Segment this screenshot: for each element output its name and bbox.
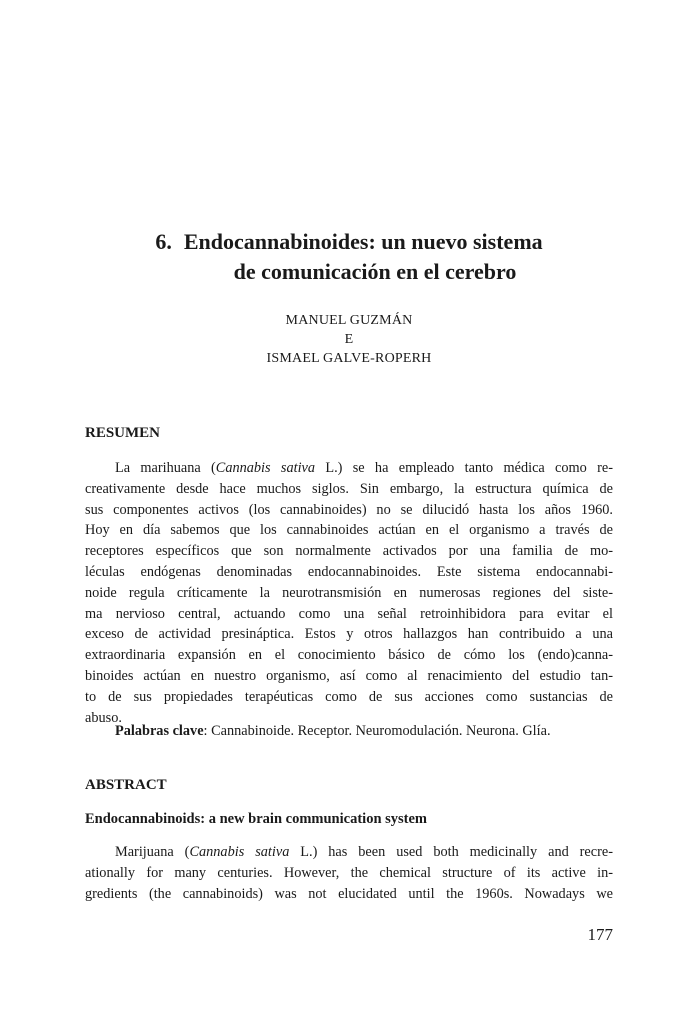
text-run: La marihuana ( (115, 460, 216, 476)
text-line: receptores específicos que son normalmente activados por una familia de mo- (85, 543, 613, 560)
text-line: binoides actúan en nuestro organismo, así como al renacimiento del estudio tan- (85, 667, 613, 684)
resumen-paragraph (85, 458, 613, 728)
text-line: to de sus propiedades terapéuticas como de sus acciones como sustancias de (85, 688, 613, 705)
text-line (85, 842, 613, 863)
chapter-title-text-1: Endocannabinoides: un nuevo sistema (183, 229, 543, 254)
chapter-title-line-1 (0, 227, 698, 257)
chapter-title-text-2: de comunicación en el cerebro (233, 259, 517, 284)
author-block (0, 311, 698, 368)
keywords-text: : Cannabinoide. Receptor. Neuromodulación. Neurona. Glía. (203, 723, 551, 739)
text-line: gredients (the cannabinoids) was not elucidated until the 1960s. Nowadays we (85, 885, 613, 902)
text-line: extraordinaria expansión en el conocimiento básico de cómo los (endo)canna- (85, 647, 613, 664)
text-line: exceso de actividad presináptica. Estos y otros hallazgos han contribuido a una (85, 626, 613, 643)
chapter-title-line-2 (0, 257, 698, 287)
author-name: MANUEL GUZMÁN (285, 313, 413, 328)
text-run: L.) se ha empleado tanto médica como re- (315, 460, 613, 476)
section-heading-resumen: RESUMEN (85, 425, 161, 441)
text-line: Hoy en día sabemos que los cannabinoides actúan en el organismo a través de (85, 522, 613, 539)
abstract-paragraph (85, 842, 613, 904)
author-conjunction: E (344, 332, 354, 347)
author-name: ISMAEL GALVE-ROPERH (266, 351, 432, 366)
text-line (85, 458, 613, 479)
italic-species-name: Cannabis sativa (189, 844, 290, 860)
text-run: L.) has been used both medicinally and recre- (289, 844, 613, 860)
text-line: creativamente desde hace muchos siglos. Sin embargo, la estructura química de (85, 480, 613, 497)
text-line: abuso. (85, 709, 122, 726)
chapter-number: 6. (155, 229, 172, 254)
text-line: noide regula críticamente la neurotransmisión en numerosas regiones del siste- (85, 584, 613, 601)
text-line: ationally for many centuries. However, the chemical structure of its active in- (85, 864, 613, 881)
keywords-label: Palabras clave (115, 723, 204, 739)
text-run: Marijuana ( (115, 844, 190, 860)
text-line (85, 721, 613, 742)
text-line: sus componentes activos (los cannabinoides) no se dilucidó hasta los años 1960. (85, 501, 613, 518)
chapter-title (0, 227, 698, 287)
italic-species-name: Cannabis sativa (215, 460, 316, 476)
text-line: léculas endógenas denominadas endocannabinoides. Este sistema endocannabi- (85, 563, 613, 580)
text-line: ma nervioso central, actuando como una señal retroinhibidora para evitar el (85, 605, 613, 622)
page-number: 177 (587, 925, 613, 944)
section-heading-abstract: ABSTRACT (85, 777, 167, 793)
keywords-line (85, 721, 613, 742)
abstract-subheading: Endocannabinoids: a new brain communication system (85, 811, 428, 827)
